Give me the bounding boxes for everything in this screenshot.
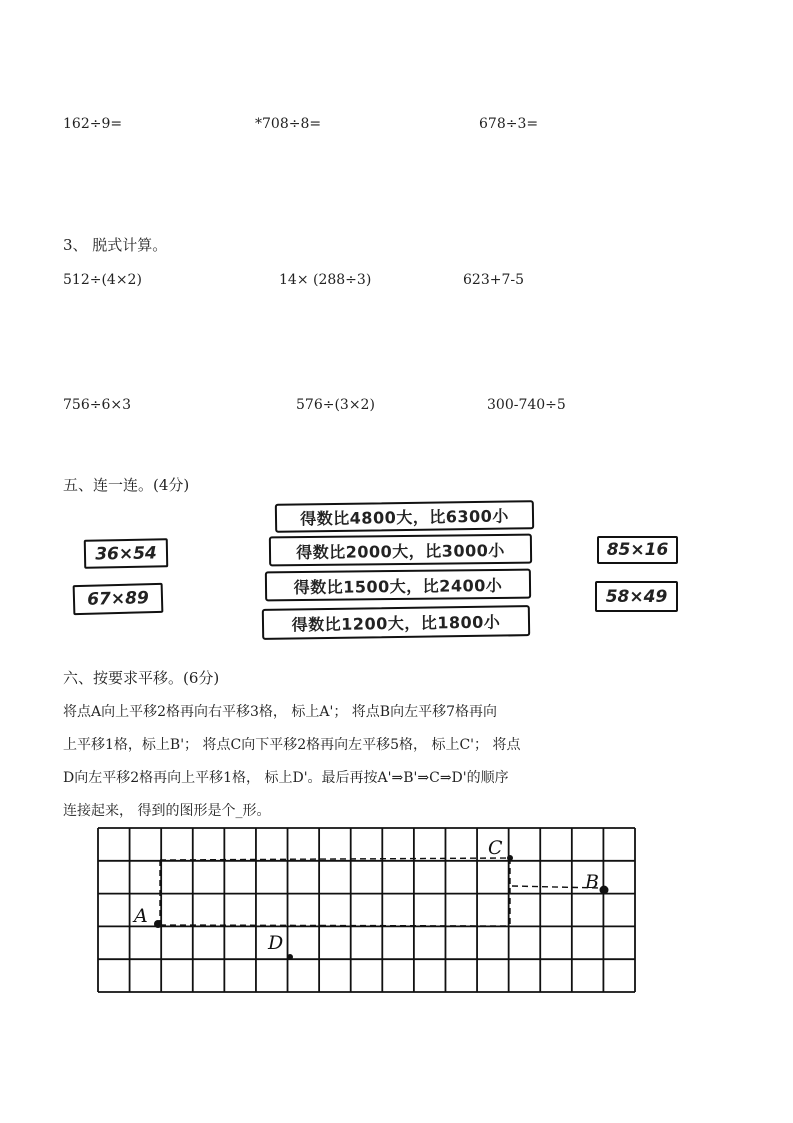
point-a-dot: [154, 920, 162, 928]
connect-line-1: [160, 858, 510, 860]
point-d-label: D: [268, 932, 284, 954]
instruction-line-2: 上平移1格，标上B'； 将点C向下平移2格再向左平移5格， 标上C'； 将点: [63, 737, 521, 753]
point-b-label: B: [585, 871, 599, 893]
point-a-label: A: [134, 905, 148, 927]
expr-box-right-2[interactable]: 58×49: [595, 581, 678, 612]
expr-box-right-1[interactable]: 85×16: [597, 536, 678, 564]
section6-title: 六、按要求平移。(6分): [63, 669, 220, 687]
division-problem-2: *708÷8=: [255, 116, 322, 132]
step-calc-5: 576÷(3×2): [296, 397, 375, 413]
expr-box-left-1[interactable]: 36×54: [84, 538, 168, 568]
step-calc-6: 300-740÷5: [487, 397, 566, 413]
expr-box-left-2[interactable]: 67×89: [73, 583, 164, 615]
instruction-line-4: 连接起来， 得到的图形是个_形。: [63, 803, 271, 819]
condition-box-1[interactable]: 得数比4800大，比6300小: [275, 500, 534, 533]
step-calc-4: 756÷6×3: [63, 397, 131, 413]
condition-box-2[interactable]: 得数比2000大，比3000小: [269, 534, 532, 567]
condition-box-3[interactable]: 得数比1500大，比2400小: [265, 569, 531, 602]
section3-title: 3、 脱式计算。: [63, 236, 168, 254]
condition-box-4[interactable]: 得数比1200大，比1800小: [262, 605, 530, 640]
division-problem-1: 162÷9=: [63, 116, 123, 132]
instruction-line-1: 将点A向上平移2格再向右平移3格， 标上A'； 将点B向左平移7格再向: [63, 704, 497, 720]
step-calc-2: 14× (288÷3): [279, 272, 372, 288]
instruction-line-3: D向左平移2格再向上平移1格， 标上D'。最后再按A'⇒B'⇒C⇒D'的顺序: [63, 770, 509, 786]
step-calc-1: 512÷(4×2): [63, 272, 142, 288]
point-c-label: C: [488, 837, 503, 859]
point-d-dot: [287, 954, 293, 960]
step-calc-3: 623+7-5: [463, 272, 524, 288]
point-b-dot: [600, 886, 609, 895]
point-c-dot: [507, 855, 513, 861]
division-problem-3: 678÷3=: [479, 116, 539, 132]
section5-title: 五、连一连。(4分): [63, 476, 190, 494]
